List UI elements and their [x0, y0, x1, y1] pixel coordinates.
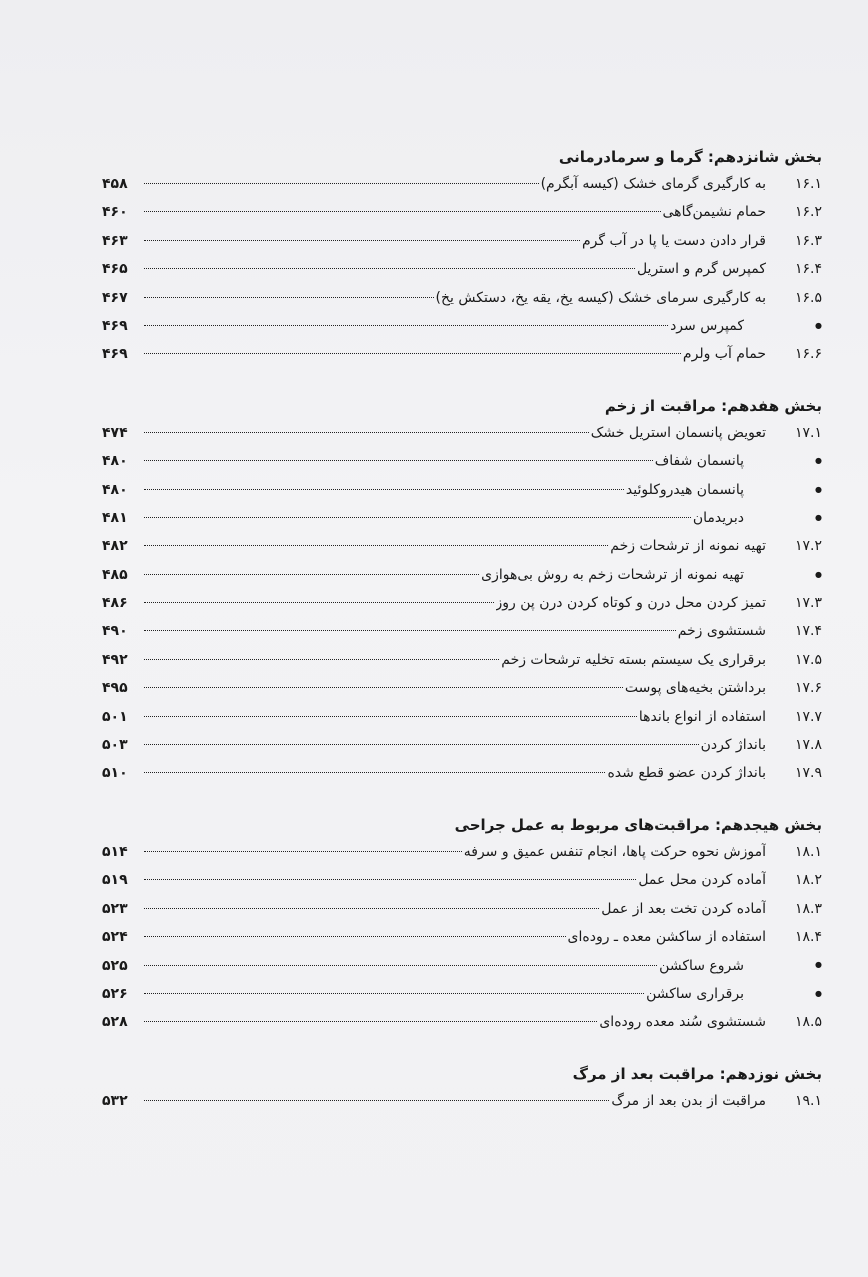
toc-entry	[102, 284, 822, 312]
toc-section	[102, 144, 822, 369]
entry-number: ۱۸.۲	[794, 872, 822, 889]
section-title: بخش هفدهم: مراقبت از زخم	[604, 396, 822, 415]
entry-title: برقراری ساکشن	[646, 985, 744, 1002]
dot-leader	[144, 183, 539, 184]
entry-title: حمام نشیمن‌گاهی	[662, 204, 766, 221]
entry-title: آماده کردن تخت بعد از عمل	[601, 900, 766, 917]
dot-leader	[144, 965, 657, 966]
toc-entry	[102, 561, 822, 589]
entry-title: استفاده از انواع باندها	[638, 708, 766, 725]
entry-title: به کارگیری سرمای خشک (کیسه یخ، یقه یخ، دستکش یخ)	[435, 289, 766, 306]
entry-title: دبریدمان	[692, 510, 744, 527]
entry-title: کمپرس گرم و استریل	[636, 261, 766, 278]
entry-number: ۱۸.۴	[794, 928, 822, 945]
toc-entry	[102, 923, 822, 951]
dot-leader	[144, 993, 644, 994]
entry-page-number: ۴۸۰	[102, 453, 128, 470]
entry-page-number: ۴۶۷	[102, 289, 128, 306]
dot-leader	[144, 353, 681, 354]
entry-title: تمیز کردن محل درن و کوتاه کردن درن پن روز	[495, 595, 766, 612]
toc-entry	[102, 419, 822, 447]
entry-number: ۱۶.۴	[794, 261, 822, 278]
entry-page-number: ۴۸۶	[102, 595, 128, 612]
entry-title: قرار دادن دست یا پا در آب گرم	[581, 232, 766, 249]
toc-entry	[102, 759, 822, 787]
entry-title: پانسمان شفاف	[654, 453, 744, 470]
bullet-icon	[744, 447, 822, 476]
entry-number: ۱۷.۷	[794, 708, 822, 725]
entry-page-number: ۴۵۸	[102, 176, 128, 192]
toc-entry	[102, 646, 822, 674]
entry-page-number: ۵۲۳	[102, 900, 128, 917]
toc-entry	[102, 170, 822, 198]
entry-page-number: ۴۹۰	[102, 623, 128, 640]
toc-entry	[102, 866, 822, 894]
entry-title: آموزش نحوه حرکت پاها، انجام تنفس عمیق و سرفه	[463, 843, 766, 860]
bullet-icon	[744, 561, 822, 590]
dot-leader	[144, 602, 494, 603]
entry-page-number: ۵۰۳	[102, 737, 128, 754]
toc-entry	[102, 589, 822, 617]
toc-entry	[102, 895, 822, 923]
dot-leader	[144, 325, 668, 326]
dot-leader	[144, 879, 636, 880]
entry-page-number: ۴۸۰	[102, 481, 128, 498]
entry-number: ۱۶.۶	[794, 346, 822, 363]
section-title: بخش شانزدهم: گرما و سرمادرمانی	[558, 148, 822, 166]
bullet-icon	[744, 504, 822, 533]
bullet-icon	[744, 476, 822, 505]
toc-entry	[102, 980, 822, 1008]
entry-page-number: ۵۱۰	[102, 765, 128, 782]
entry-page-number: ۴۶۰	[102, 204, 128, 221]
dot-leader	[144, 1021, 597, 1022]
dot-leader	[144, 297, 434, 298]
entry-number: ۱۸.۵	[794, 1014, 822, 1031]
entry-number: ۱۶.۲	[794, 204, 822, 221]
entry-number: ۱۷.۹	[794, 765, 822, 782]
entry-title: به کارگیری گرمای خشک (کیسه آبگرم)	[540, 176, 766, 192]
entry-number: ۱۷.۸	[794, 737, 822, 754]
entry-page-number: ۵۲۶	[102, 985, 128, 1002]
entry-page-number: ۴۶۹	[102, 346, 128, 363]
dot-leader	[144, 772, 605, 773]
entry-title: شروع ساکشن	[659, 957, 744, 974]
dot-leader	[144, 716, 637, 717]
dot-leader	[144, 687, 623, 688]
entry-title: برقراری یک سیستم بسته تخلیه ترشحات زخم	[501, 651, 766, 668]
section-title: بخش نوزدهم: مراقبت بعد از مرگ	[572, 1064, 822, 1083]
entry-page-number: ۴۶۳	[102, 232, 128, 249]
toc-entry	[102, 674, 822, 702]
entry-number: ۱۸.۱	[794, 843, 822, 860]
dot-leader	[144, 1100, 609, 1101]
entry-page-number: ۴۷۴	[102, 424, 128, 441]
dot-leader	[144, 936, 566, 937]
entry-page-number: ۴۶۵	[102, 261, 128, 278]
toc-entry	[102, 1008, 822, 1036]
toc-entry	[102, 532, 822, 560]
toc-section	[102, 812, 822, 1037]
toc-entry	[102, 340, 822, 368]
table-of-contents	[102, 144, 822, 1139]
toc-entry	[102, 1087, 822, 1115]
entry-number: ۱۷.۲	[794, 538, 822, 555]
dot-leader	[144, 545, 608, 546]
toc-entry	[102, 198, 822, 226]
entry-title: کمپرس سرد	[670, 318, 744, 335]
entry-title: شستشوی سُند معده روده‌ای	[599, 1014, 766, 1031]
entry-page-number: ۵۲۸	[102, 1014, 128, 1031]
toc-entry	[102, 255, 822, 283]
toc-entry	[102, 504, 822, 532]
entry-title: بانداژ کردن عضو قطع شده	[607, 765, 766, 782]
dot-leader	[144, 489, 624, 490]
dot-leader	[144, 211, 661, 212]
entry-page-number: ۵۰۱	[102, 708, 128, 725]
entry-number: ۱۸.۳	[794, 900, 822, 917]
entry-page-number: ۵۱۴	[102, 843, 128, 860]
dot-leader	[144, 630, 676, 631]
dot-leader	[144, 574, 479, 575]
entry-page-number: ۴۸۵	[102, 566, 128, 583]
entry-title: برداشتن بخیه‌های پوست	[624, 680, 766, 697]
dot-leader	[144, 432, 589, 433]
section-title: بخش هیجدهم: مراقبت‌های مربوط به عمل جراحی	[454, 815, 822, 834]
entry-number: ۱۷.۵	[794, 651, 822, 668]
entry-number: ۱۶.۵	[794, 289, 822, 306]
entry-title: مراقبت از بدن بعد از مرگ	[611, 1092, 766, 1109]
toc-section	[102, 1061, 822, 1115]
entry-title: تهیه نمونه از ترشحات زخم به روش بی‌هوازی	[481, 566, 744, 583]
toc-entry	[102, 838, 822, 866]
dot-leader	[144, 851, 462, 852]
entry-page-number: ۵۲۵	[102, 957, 128, 974]
entry-title: تعویض پانسمان استریل خشک	[590, 424, 766, 441]
entry-number: ۱۷.۳	[794, 595, 822, 612]
entry-page-number: ۵۳۲	[102, 1092, 128, 1109]
toc-entry	[102, 227, 822, 255]
bullet-icon	[744, 312, 822, 341]
toc-entry	[102, 476, 822, 504]
entry-number: ۱۷.۶	[794, 680, 822, 697]
entry-number: ۱۷.۱	[794, 424, 822, 441]
entry-page-number: ۴۸۲	[102, 538, 128, 555]
dot-leader	[144, 460, 653, 461]
entry-title: شستشوی زخم	[677, 623, 766, 640]
entry-title: استفاده از ساکشن معده ـ روده‌ای	[567, 928, 766, 945]
entry-page-number: ۴۹۲	[102, 651, 128, 668]
entry-title: بانداژ کردن	[700, 737, 766, 754]
entry-title: پانسمان هیدروکلوئید	[625, 481, 744, 498]
toc-section	[102, 393, 822, 788]
entry-title: تهیه نمونه از ترشحات زخم	[610, 538, 766, 555]
entry-page-number: ۴۸۱	[102, 510, 128, 527]
dot-leader	[144, 744, 699, 745]
dot-leader	[144, 268, 635, 269]
entry-number: ۱۶.۳	[794, 232, 822, 249]
bullet-icon	[744, 980, 822, 1009]
toc-entry	[102, 617, 822, 645]
dot-leader	[144, 240, 580, 241]
entry-page-number: ۴۹۵	[102, 680, 128, 697]
dot-leader	[144, 517, 691, 518]
toc-entry	[102, 951, 822, 979]
entry-page-number: ۵۱۹	[102, 872, 128, 889]
toc-entry	[102, 731, 822, 759]
entry-number: ۱۹.۱	[794, 1092, 822, 1109]
entry-number: ۱۶.۱	[794, 176, 822, 192]
toc-entry	[102, 447, 822, 475]
entry-number: ۱۷.۴	[794, 623, 822, 640]
bullet-icon	[744, 951, 822, 980]
entry-page-number: ۵۲۴	[102, 928, 128, 945]
entry-title: آماده کردن محل عمل	[638, 872, 766, 889]
toc-entry	[102, 312, 822, 340]
entry-page-number: ۴۶۹	[102, 318, 128, 335]
dot-leader	[144, 908, 599, 909]
toc-entry	[102, 703, 822, 731]
dot-leader	[144, 659, 499, 660]
entry-title: حمام آب ولرم	[682, 346, 766, 363]
